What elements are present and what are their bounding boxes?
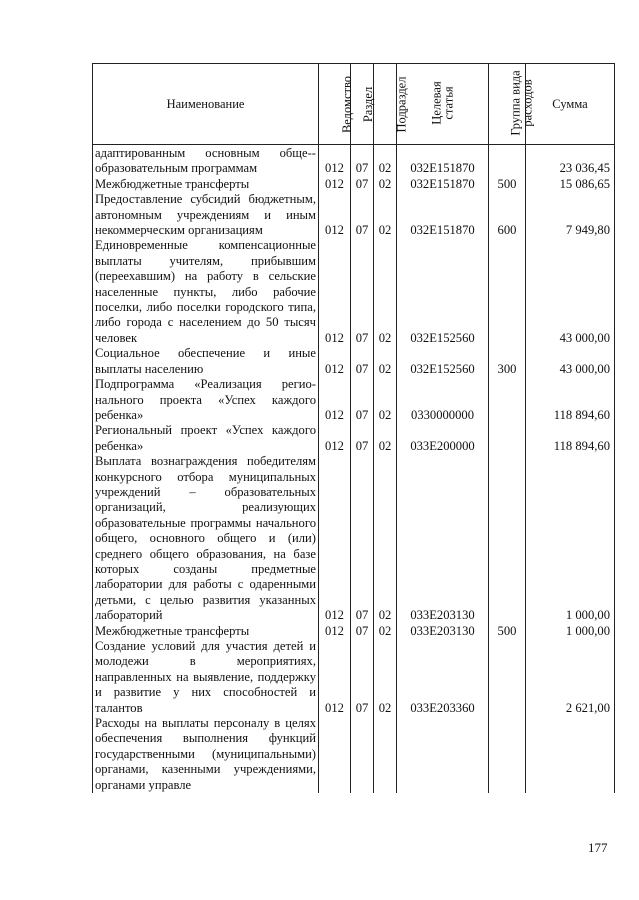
cell-podrazdel: 02 <box>374 377 397 423</box>
header-gruppa-vida-rashodov: Группа вида расходов <box>489 64 526 145</box>
cell-razdel: 07 <box>351 624 374 639</box>
cell-razdel: 07 <box>351 238 374 346</box>
cell-podrazdel: 02 <box>374 145 397 177</box>
cell-vedomstvo <box>319 716 351 793</box>
page-number: 177 <box>588 840 608 855</box>
cell-celevaya-statya: 033E200000 <box>397 423 489 454</box>
cell-razdel <box>351 716 374 793</box>
cell-name: Расходы на выплаты персоналу в целях обеспечения выполнения функций государственными (муниципальными) органами, казенными учреждениями, органами управле <box>93 716 319 793</box>
cell-gruppa-vida: 300 <box>489 346 526 377</box>
cell-podrazdel: 02 <box>374 192 397 238</box>
cell-celevaya-statya: 033E203130 <box>397 454 489 623</box>
cell-name: Выплата вознаграждения победителям конкурсного отбора муниципальных учреждений – образовательных организаций, реализующих образовательные программы начального общего, основного общего и (или) среднего общего образования, на базе которых созданы предметные лаборатории для работы с одаренными детьми, с целью развития указанных лабораторий <box>93 454 319 623</box>
cell-summa: 7 949,80 <box>526 192 615 238</box>
cell-summa: 43 000,00 <box>526 346 615 377</box>
table-row <box>93 192 615 238</box>
cell-name: Межбюджетные трансферты <box>93 624 319 639</box>
cell-vedomstvo: 012 <box>319 238 351 346</box>
cell-vedomstvo: 012 <box>319 177 351 192</box>
cell-podrazdel: 02 <box>374 346 397 377</box>
cell-podrazdel: 02 <box>374 177 397 192</box>
cell-razdel: 07 <box>351 177 374 192</box>
cell-name: Региональный проект «Успех каждого ребенка» <box>93 423 319 454</box>
cell-gruppa-vida <box>489 716 526 793</box>
header-razdel: Раздел <box>351 64 374 145</box>
cell-vedomstvo: 012 <box>319 346 351 377</box>
table-row <box>93 624 615 639</box>
cell-vedomstvo: 012 <box>319 192 351 238</box>
cell-gruppa-vida <box>489 639 526 716</box>
table-row <box>93 423 615 454</box>
cell-podrazdel: 02 <box>374 624 397 639</box>
table-header-row <box>93 64 615 145</box>
cell-celevaya-statya: 0330000000 <box>397 377 489 423</box>
cell-summa: 23 036,45 <box>526 145 615 177</box>
table-row <box>93 716 615 793</box>
cell-razdel: 07 <box>351 145 374 177</box>
header-celevaya-statya: Целевая статья <box>397 64 489 145</box>
cell-name: Предоставление субсидий бюджетным, автономным учреждениям и иным некоммерческим организациям <box>93 192 319 238</box>
table-row <box>93 346 615 377</box>
cell-summa: 1 000,00 <box>526 454 615 623</box>
cell-vedomstvo: 012 <box>319 145 351 177</box>
cell-vedomstvo: 012 <box>319 377 351 423</box>
cell-name: Социальное обеспечение и иные выплаты населению <box>93 346 319 377</box>
cell-razdel: 07 <box>351 346 374 377</box>
cell-gruppa-vida <box>489 423 526 454</box>
cell-name: Межбюджетные трансферты <box>93 177 319 192</box>
header-name: Наименование <box>93 64 319 145</box>
cell-gruppa-vida <box>489 238 526 346</box>
cell-razdel: 07 <box>351 423 374 454</box>
cell-celevaya-statya: 032E152560 <box>397 346 489 377</box>
cell-podrazdel: 02 <box>374 423 397 454</box>
table-row <box>93 454 615 623</box>
cell-vedomstvo: 012 <box>319 454 351 623</box>
table-row <box>93 238 615 346</box>
cell-celevaya-statya: 032E151870 <box>397 177 489 192</box>
cell-gruppa-vida: 500 <box>489 177 526 192</box>
cell-celevaya-statya: 033E203360 <box>397 639 489 716</box>
header-vedomstvo: Ведомство <box>319 64 351 145</box>
cell-summa: 43 000,00 <box>526 238 615 346</box>
cell-gruppa-vida: 600 <box>489 192 526 238</box>
header-summa: Сумма <box>526 64 615 145</box>
cell-razdel: 07 <box>351 454 374 623</box>
table-row <box>93 377 615 423</box>
cell-name: Подпрограмма «Реализация регионального проекта «Успех каждого ребенка» <box>93 377 319 423</box>
table-row <box>93 639 615 716</box>
cell-podrazdel: 02 <box>374 238 397 346</box>
cell-vedomstvo: 012 <box>319 624 351 639</box>
header-podrazdel: Подраздел <box>374 64 397 145</box>
cell-name: Единовременные компенсационные выплаты учителям, прибывшим (переехавшим) на работу в сельские населенные пункты, либо рабочие поселки, либо поселки городского типа, либо города с населением до 50 тысяч человек <box>93 238 319 346</box>
cell-razdel: 07 <box>351 192 374 238</box>
cell-summa: 1 000,00 <box>526 624 615 639</box>
cell-podrazdel: 02 <box>374 454 397 623</box>
cell-podrazdel <box>374 716 397 793</box>
cell-gruppa-vida <box>489 377 526 423</box>
cell-vedomstvo: 012 <box>319 423 351 454</box>
cell-name: адаптированным основным обще-образовательным программам <box>93 145 319 177</box>
cell-gruppa-vida: 500 <box>489 624 526 639</box>
cell-vedomstvo: 012 <box>319 639 351 716</box>
cell-razdel: 07 <box>351 639 374 716</box>
cell-gruppa-vida <box>489 145 526 177</box>
budget-table <box>92 63 615 793</box>
cell-razdel: 07 <box>351 377 374 423</box>
cell-celevaya-statya: 032E152560 <box>397 238 489 346</box>
cell-summa: 15 086,65 <box>526 177 615 192</box>
cell-celevaya-statya <box>397 716 489 793</box>
cell-summa <box>526 716 615 793</box>
table-row <box>93 145 615 177</box>
cell-summa: 2 621,00 <box>526 639 615 716</box>
cell-summa: 118 894,60 <box>526 377 615 423</box>
table-row <box>93 177 615 192</box>
cell-celevaya-statya: 032E151870 <box>397 192 489 238</box>
cell-podrazdel: 02 <box>374 639 397 716</box>
cell-celevaya-statya: 032E151870 <box>397 145 489 177</box>
cell-celevaya-statya: 033E203130 <box>397 624 489 639</box>
cell-summa: 118 894,60 <box>526 423 615 454</box>
cell-gruppa-vida <box>489 454 526 623</box>
cell-name: Создание условий для участия детей и молодежи в мероприятиях, направленных на выявление, поддержку и развитие у них способностей и талантов <box>93 639 319 716</box>
